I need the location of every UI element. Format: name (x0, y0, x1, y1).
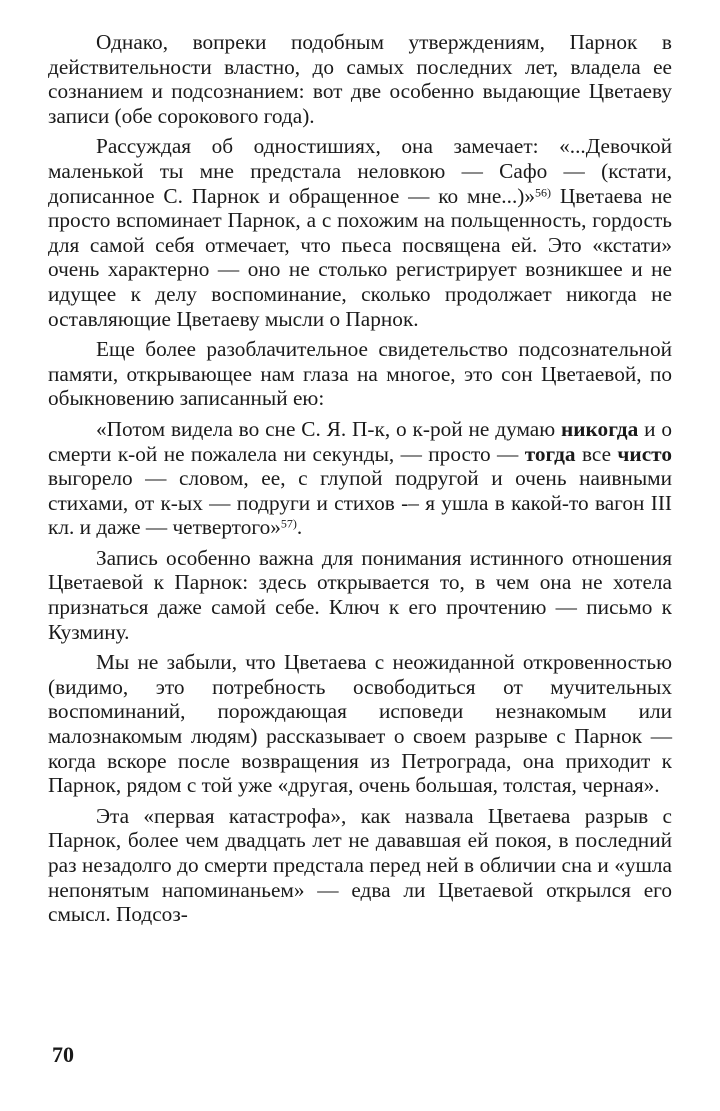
text-run: . (296, 515, 303, 540)
diary-quote (48, 417, 672, 540)
text-run: «Потом видела во сне С. Я. П-к, о к-рой не думаю (96, 416, 562, 441)
paragraph: Запись особенно важна для понимания истинного отношения Цветаевой к Парнок: здесь открывается то, в чем она не хотела признаться даже самой себе. Ключ к его прочтению — письмо к Кузмину. (48, 545, 672, 644)
paragraph: Еще более разоблачительное свидетельство подсознательной памяти, открывающее нам глаза на многое, это сон Цветаевой, по обыкновению записанный ею: (48, 337, 672, 411)
footnote-ref: 56) (535, 184, 552, 199)
emphasis: никогда (561, 416, 639, 441)
paragraph (48, 134, 672, 331)
text-run: Цветаева не просто вспоминает Парнок, а с похожим на польщенность, гордость для самой себя отмечает, что пьеса посвящена ей. Это «кстати» очень характерно — оно не столько регистрирует возникшее и не идущее к делу воспоминание, сколько продолжает никогда не оставляющие Цветаеву мысли о Парнок. (48, 183, 672, 331)
text-run: все (575, 441, 618, 466)
page-body (48, 30, 672, 933)
text-run: Рассуждая об одностишиях, она замечает: «...Девочкой маленькой ты мне предстала неловкою — Сафо — (кстати, дописанное С. Парнок и обращенное — ко мне...)» (48, 134, 672, 208)
page-number: 70 (52, 1042, 74, 1067)
text-run: выгорело — словом, ее, с глупой подругой и очень наивными стихами, от к-ых — подруги и стихов -– я ушла в какой-то вагон III кл. и даже — четвертого» (48, 466, 672, 540)
footnote-ref: 57) (280, 516, 297, 531)
text-run: и о смерти к-ой не пожалела ни секунды, — просто — (48, 416, 672, 466)
emphasis: тогда (524, 441, 576, 466)
paragraph: Однако, вопреки подобным утверждениям, Парнок в действительности властно, до самых последних лет, владела ее сознанием и подсознанием: вот две особенно выдающие Цветаеву записи (обе сорокового года). (48, 30, 672, 128)
paragraph: Мы не забыли, что Цветаева с неожиданной откровенностью (видимо, это потребность освободиться от мучительных воспоминаний, порождающая исповеди незнакомым или малознакомым людям) рассказывает о своем разрыве с Парнок — когда вскоре после возвращения из Петрограда, она приходит к Парнок, рядом с той уже «другая, очень большая, толстая, черная». (48, 650, 672, 798)
emphasis: чисто (617, 441, 672, 466)
paragraph: Эта «первая катастрофа», как назвала Цветаева разрыв с Парнок, более чем двадцать лет не дававшая ей покоя, в последний раз незадолго до смерти предстала перед ней в обличии сна и «ушла непонятым напоминаньем» — едва ли Цветаевой открылся его смысл. Подсоз- (48, 803, 672, 927)
